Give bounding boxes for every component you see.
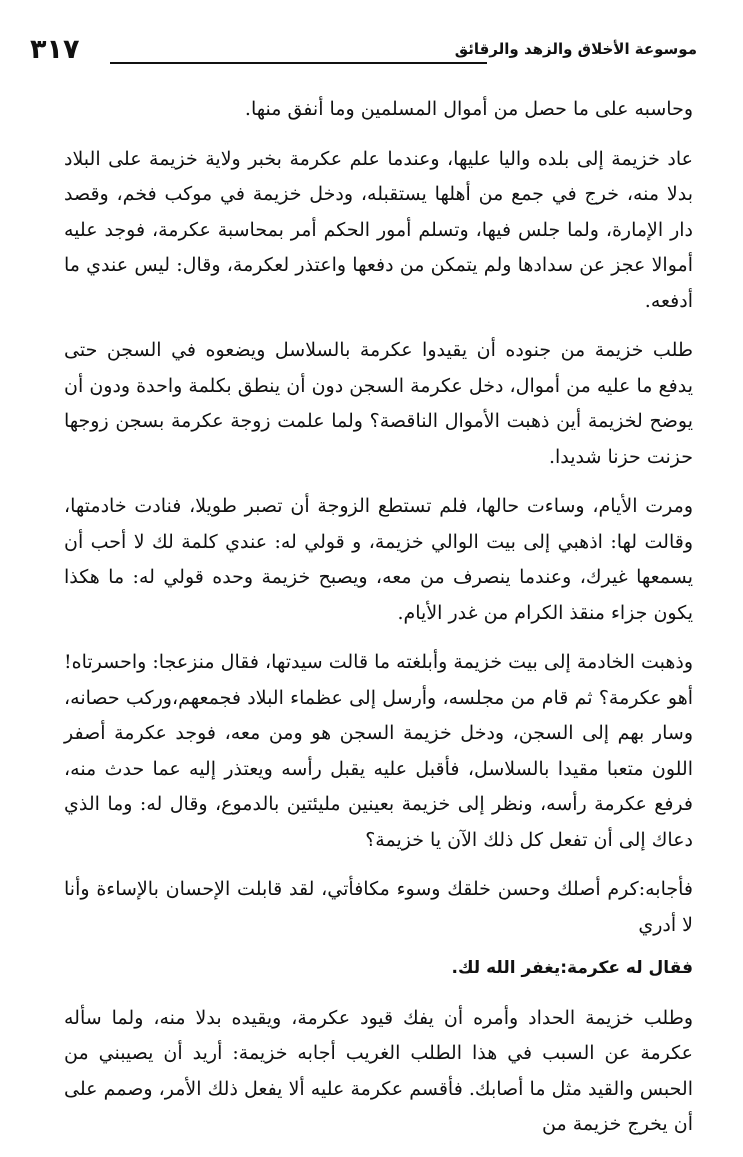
- paragraph: طلب خزيمة من جنوده أن يقيدوا عكرمة بالسلاسل ويضعوه في السجن حتى يدفع ما عليه من أموال، دخل عكرمة السجن دون أن ينطق بكلمة واحدة ودون أن يوضح لخزيمة أين ذهبت الأموال الناقصة؟ ولما علمت زوجة عكرمة بسجن زوجها حزنت حزنا شديدا.: [64, 339, 693, 468]
- paragraph: فقال له عكرمة:يغفر الله لك.: [451, 958, 693, 978]
- paragraph: ومرت الأيام، وساءت حالها، فلم تستطع الزوجة أن تصبر طويلا، فنادت خادمتها، وقالت لها: اذهبي إلى بيت الوالي خزيمة، و قولي له: عندي كلمة لك لا أحب أن يسمعها غيرك، وعندما ينصرف من معه، ويصبح خزيمة وحده قولي له: ما هكذا يكون جزاء منقذ الكرام من غدر الأيام.: [64, 495, 693, 624]
- page-number: ٣١٧: [30, 34, 80, 65]
- paragraph: وحاسبه على ما حصل من أموال المسلمين وما أنفق منها.: [244, 98, 693, 120]
- page-header: [30, 34, 697, 70]
- header-rule: [110, 62, 487, 64]
- paragraph: وطلب خزيمة الحداد وأمره أن يفك قيود عكرمة، ويقيده بدلا منه، ولما سأله عكرمة عن السبب في هذا الطلب الغريب أجابه خزيمة: أريد أن يصيبني من الحبس والقيد مثل ما أصابك. فأقسم عكرمة عليه ألا يفعل ذلك الأمر، وصمم على أن يخرج خزيمة من: [64, 1006, 693, 1135]
- running-title: موسوعة الأخلاق والزهد والرقائق: [454, 40, 697, 58]
- page-body: [64, 92, 693, 1157]
- paragraph: عاد خزيمة إلى بلده واليا عليها، وعندما علم عكرمة بخبر ولاية خزيمة على البلاد بدلا منه، خرج في جمع من أهلها يستقبله، ودخل خزيمة في موكب فخم، وقصد دار الإمارة، ولما جلس فيها، وتسلم أمور الحكم أمر بمحاسبة عكرمة، فوجد عليه أموالا عجز عن سدادها ولم يتمكن من دفعها واعتذر لعكرمة، وقال: ليس عندي ما أدفعه.: [64, 147, 693, 312]
- paragraph: وذهبت الخادمة إلى بيت خزيمة وأبلغته ما قالت سيدتها، فقال منزعجا: واحسرتاه! أهو عكرمة؟ ثم قام من مجلسه، وأرسل إلى عظماء البلاد فجمعهم،وركب حصانه، وسار بهم إلى السجن، ودخل خزيمة السجن هو ومن معه، فوجد عكرمة أصفر اللون متعبا مقيدا بالسلاسل، فأقبل عليه يقبل رأسه ويعتذر إليه عما حدث منه، فرفع عكرمة رأسه، ونظر إلى خزيمة بعينين مليئتين بالدموع، وقال له: وما الذي دعاك إلى أن تفعل كل ذلك الآن يا خزيمة؟: [64, 651, 693, 851]
- paragraph: فأجابه:كرم أصلك وحسن خلقك وسوء مكافأتي، لقد قابلت الإحسان بالإساءة وأنا لا أدري: [64, 878, 693, 936]
